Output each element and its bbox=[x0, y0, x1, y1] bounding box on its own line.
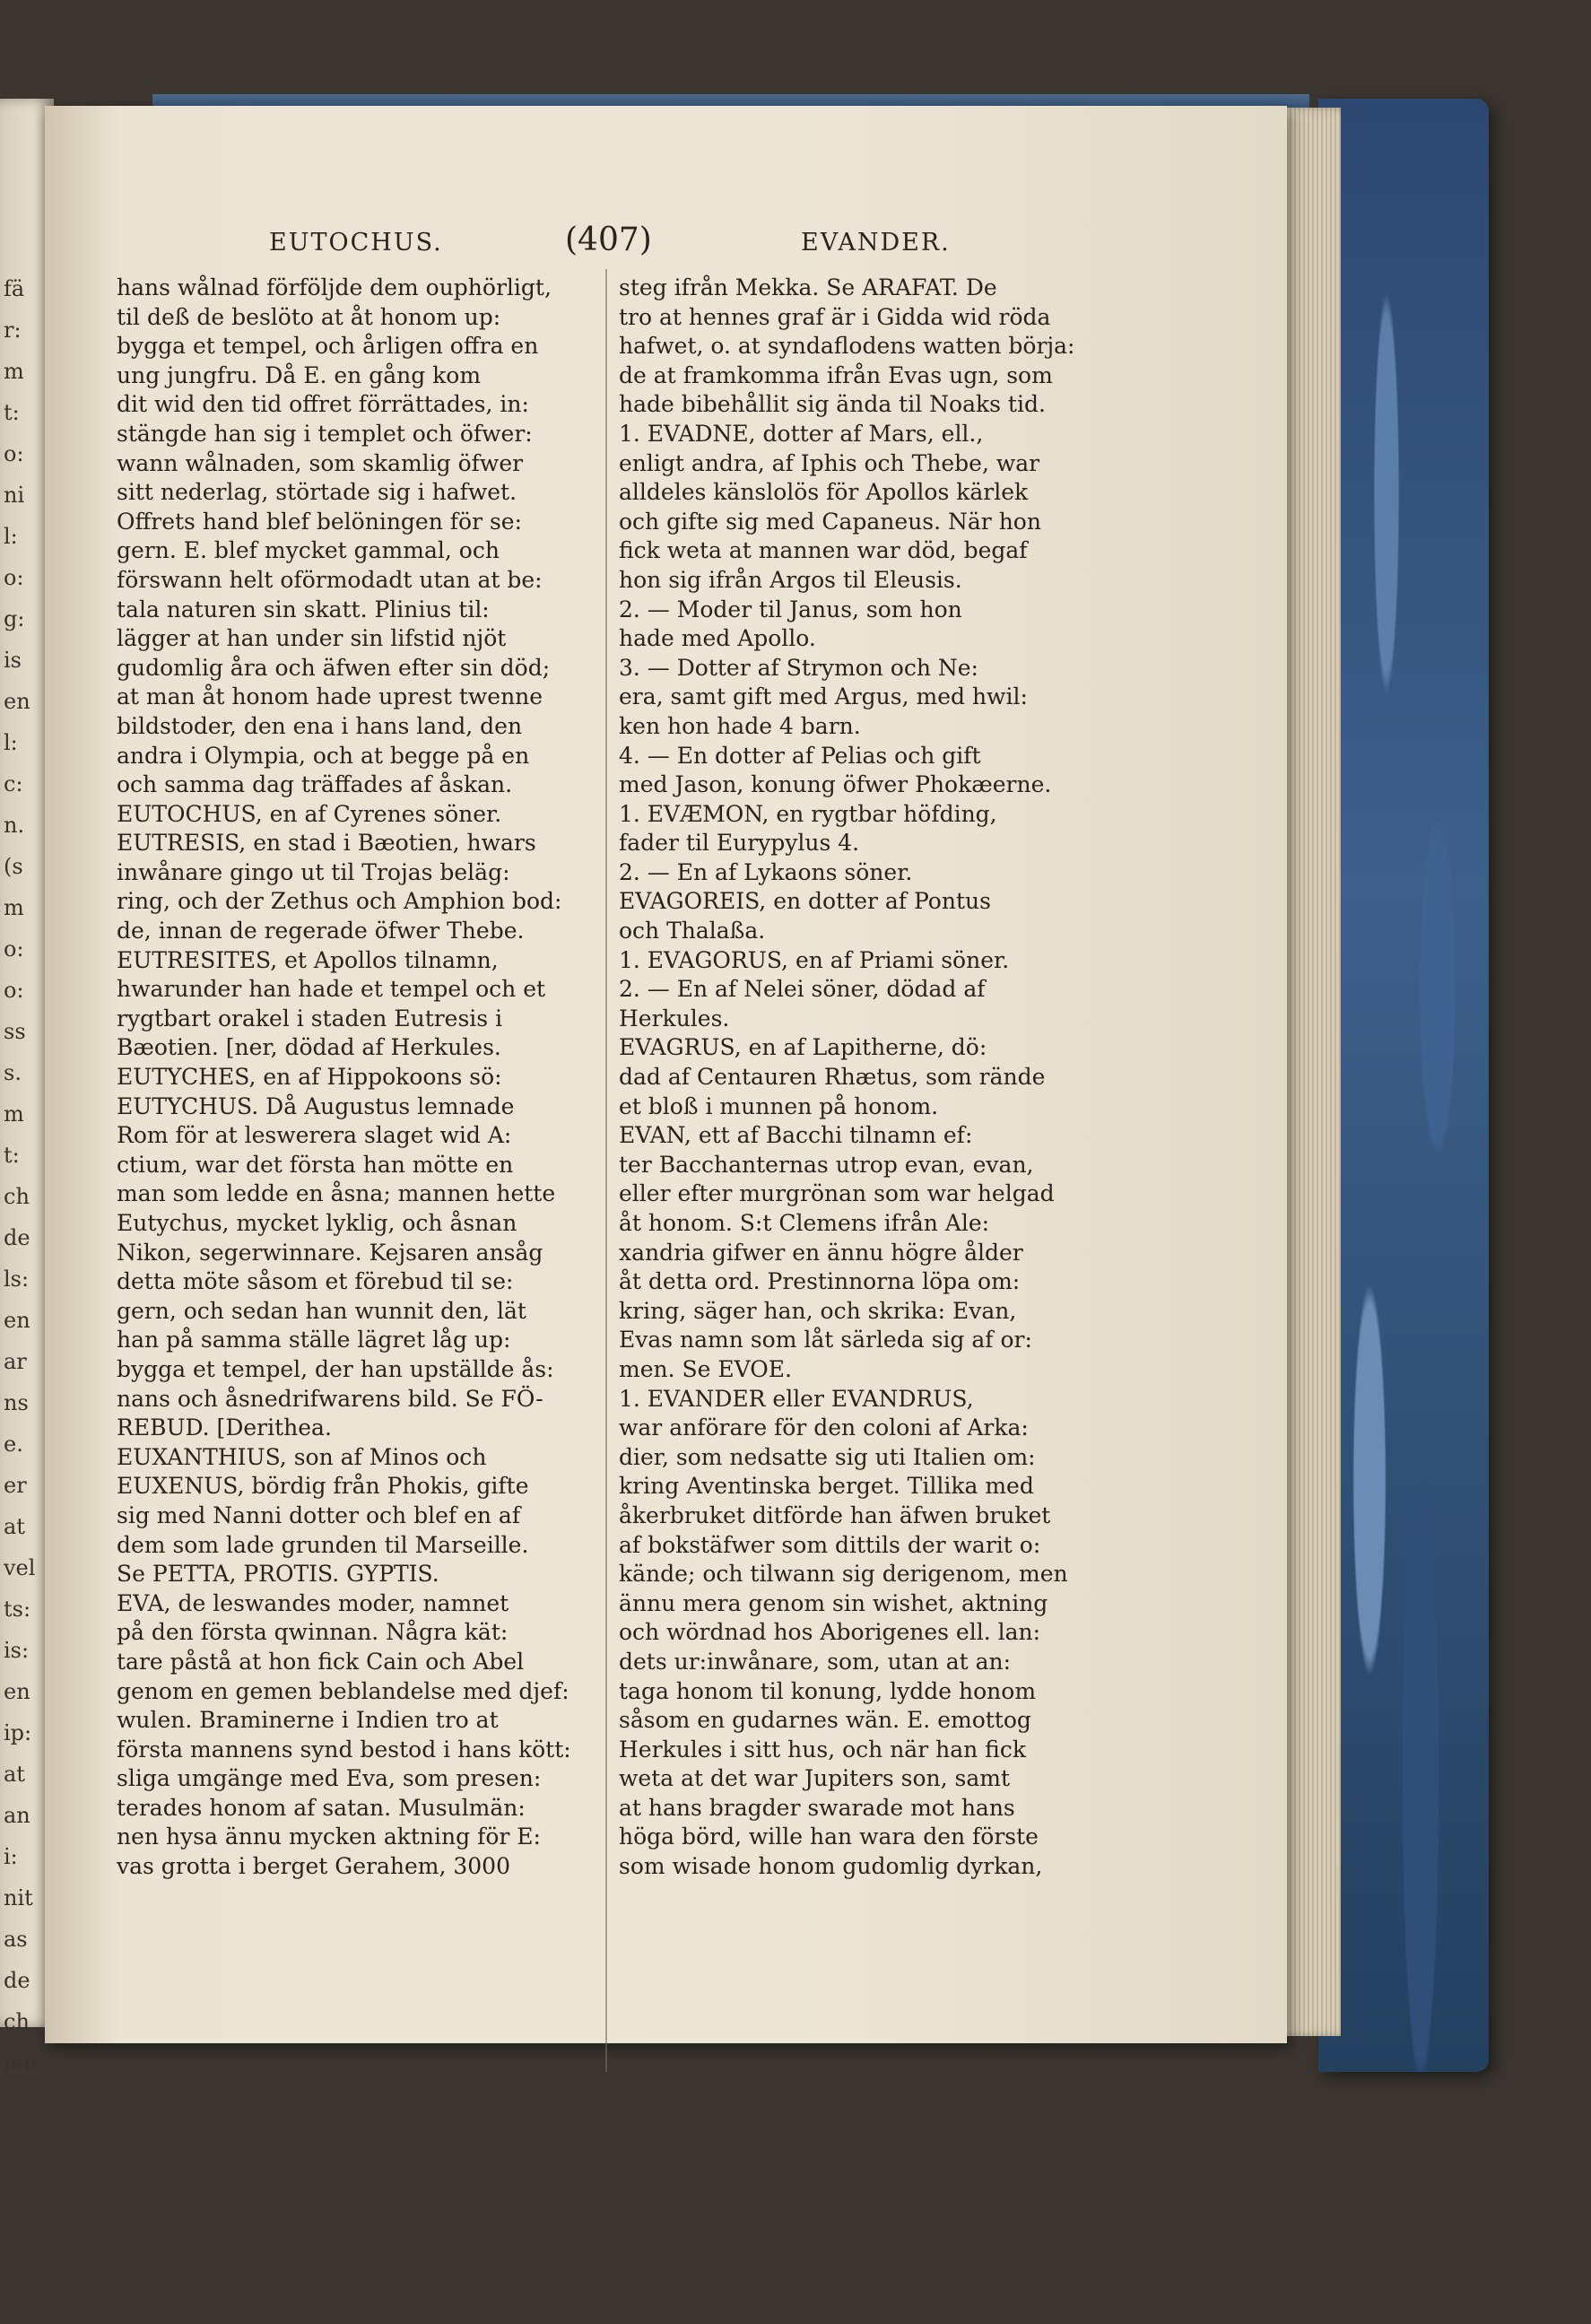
left-page-fragment: c: bbox=[4, 771, 23, 796]
left-page-fragment: ar bbox=[4, 1349, 27, 1374]
left-page-fragment: e. bbox=[4, 1432, 23, 1457]
text-line: som wisade honom gudomlig dyrkan, bbox=[619, 1853, 1043, 1880]
left-page-fragment: vel bbox=[4, 1555, 36, 1580]
text-line: dier, som nedsatte sig uti Italien om: bbox=[619, 1443, 1036, 1470]
text-line: EUTYCHES, en af Hippokoons sö: bbox=[117, 1064, 502, 1091]
text-line: 4. — En dotter af Pelias och gift bbox=[619, 742, 981, 769]
text-line: at man åt honom hade uprest twenne bbox=[117, 683, 543, 710]
text-line: xandria gifwer en ännu högre ålder bbox=[619, 1239, 1023, 1266]
text-line: weta at det war Jupiters son, samt bbox=[619, 1765, 1011, 1792]
text-line: Evas namn som låt särleda sig af or: bbox=[619, 1327, 1032, 1353]
text-line: man som ledde en åsna; mannen hette bbox=[117, 1180, 556, 1207]
text-line: Nikon, segerwinnare. Kejsaren ansåg bbox=[117, 1239, 543, 1266]
text-line: kring Aventinska berget. Tillika med bbox=[619, 1473, 1034, 1500]
text-line: tare påstå at hon fick Cain och Abel bbox=[117, 1648, 525, 1675]
marbled-cover bbox=[1318, 99, 1489, 2072]
text-line: EUXENUS, bördig från Phokis, gifte bbox=[117, 1473, 529, 1500]
left-page-fragment: as bbox=[4, 1927, 28, 1952]
text-line: med Jason, konung öfwer Phokæerne. bbox=[619, 771, 1052, 798]
text-line: af bokstäfwer som dittils der warit o: bbox=[619, 1531, 1041, 1558]
left-page-fragment: n. bbox=[4, 813, 25, 838]
left-page-fragment: is bbox=[4, 648, 22, 673]
left-page-fragment: o: bbox=[4, 936, 24, 962]
text-line: EUTRESITES, et Apollos tilnamn, bbox=[117, 946, 499, 973]
text-line: sliga umgänge med Eva, som presen: bbox=[117, 1765, 542, 1792]
text-line: rygtbart orakel i staden Eutresis i bbox=[117, 1005, 503, 1031]
text-line: til deß de beslöto at åt honom up: bbox=[117, 303, 501, 330]
text-line: gern, och sedan han wunnit den, lät bbox=[117, 1297, 526, 1324]
left-page-fragment: m bbox=[4, 359, 24, 384]
left-page-fragment: at bbox=[4, 1514, 25, 1539]
text-line: Rom för at leswerera slaget wid A: bbox=[117, 1122, 512, 1149]
text-line: han på samma ställe lägret låg up: bbox=[117, 1327, 511, 1353]
left-page-fragment: o: bbox=[4, 565, 24, 590]
text-line: men. Se EVOE. bbox=[619, 1355, 792, 1382]
left-page-fragment: nit bbox=[4, 1885, 33, 1911]
text-line: nans och åsnedrifwarens bild. Se FÖ- bbox=[117, 1385, 543, 1412]
text-line: gudomlig åra och äfwen efter sin död; bbox=[117, 654, 551, 681]
text-line: de at framkomma ifrån Evas ugn, som bbox=[619, 361, 1053, 388]
text-line: åkerbruket ditförde han äfwen bruket bbox=[619, 1501, 1051, 1528]
left-page-fragment: o: bbox=[4, 441, 24, 466]
left-page-fragment: ien bbox=[4, 2050, 38, 2076]
text-line: åt honom. S:t Clemens ifrån Ale: bbox=[619, 1210, 990, 1236]
text-line: 2. — En af Nelei söner, dödad af bbox=[619, 976, 986, 1003]
left-page-fragment: l: bbox=[4, 524, 18, 549]
left-page-fragment: en bbox=[4, 1679, 30, 1704]
left-page-fragment: i: bbox=[4, 1844, 18, 1869]
text-line: EVA, de leswandes moder, namnet bbox=[117, 1589, 509, 1616]
left-page-fragment: l: bbox=[4, 730, 18, 755]
text-line: dets ur:inwånare, som, utan at an: bbox=[619, 1648, 1012, 1675]
text-line: sig med Nanni dotter och blef en af bbox=[117, 1501, 521, 1528]
left-page-fragment: ni bbox=[4, 483, 25, 508]
text-line: sitt nederlag, störtade sig i hafwet. bbox=[117, 479, 517, 506]
left-page-fragment: o: bbox=[4, 978, 24, 1003]
text-line: REBUD. [Derithea. bbox=[117, 1414, 332, 1441]
text-line: Offrets hand blef belöningen för se: bbox=[117, 508, 523, 535]
text-line: EUTRESIS, en stad i Bæotien, hwars bbox=[117, 830, 536, 857]
text-line: 1. EVAGORUS, en af Priami söner. bbox=[619, 946, 1010, 973]
left-page-fragment: t: bbox=[4, 400, 20, 425]
text-line: och samma dag träffades af åskan. bbox=[117, 771, 513, 798]
text-line: såsom en gudarnes wän. E. emottog bbox=[619, 1707, 1031, 1734]
text-line: ken hon hade 4 barn. bbox=[619, 712, 861, 739]
text-line: hans wålnad förföljde dem ouphörligt, bbox=[117, 274, 552, 300]
text-line: fader til Eurypylus 4. bbox=[619, 830, 860, 857]
text-line: nen hysa ännu mycken aktning för E: bbox=[117, 1824, 541, 1850]
left-page-fragment: at bbox=[4, 1762, 25, 1787]
text-line: på den första qwinnan. Några kät: bbox=[117, 1619, 509, 1646]
text-line: de, innan de regerade öfwer Thebe. bbox=[117, 918, 525, 944]
left-page-fragment: ns bbox=[4, 1390, 29, 1415]
text-line: wulen. Braminerne i Indien tro at bbox=[117, 1707, 499, 1734]
left-page-fragment: r: bbox=[4, 318, 22, 343]
text-line: eller efter murgrönan som war helgad bbox=[619, 1180, 1055, 1207]
text-line: och Thalaßa. bbox=[619, 918, 766, 944]
text-line: bygga et tempel, der han upställde ås: bbox=[117, 1355, 554, 1382]
text-line: tala naturen sin skatt. Plinius til: bbox=[117, 596, 490, 622]
text-line: stängde han sig i templet och öfwer: bbox=[117, 420, 533, 447]
column-divider bbox=[605, 269, 607, 2072]
text-line: Eutychus, mycket lyklig, och åsnan bbox=[117, 1210, 517, 1236]
text-line: alldeles känslolös för Apollos kärlek bbox=[619, 479, 1029, 506]
text-line: tro at hennes graf är i Gidda wid röda bbox=[619, 303, 1051, 330]
text-line: wann wålnaden, som skamlig öfwer bbox=[117, 449, 524, 476]
text-line: ring, och der Zethus och Amphion bod: bbox=[117, 888, 562, 915]
text-line: åt detta ord. Prestinnorna löpa om: bbox=[619, 1268, 1021, 1295]
text-line: enligt andra, af Iphis och Thebe, war bbox=[619, 449, 1040, 476]
left-page-fragment: ch bbox=[4, 2009, 30, 2034]
left-page-fragment: de bbox=[4, 1225, 30, 1250]
text-line: fick weta at mannen war död, begaf bbox=[619, 537, 1028, 564]
left-page-fragment: is: bbox=[4, 1638, 30, 1663]
left-page-fragment: ch bbox=[4, 1184, 30, 1209]
left-page-fragment: en bbox=[4, 1308, 30, 1333]
text-line: ctium, war det första han mötte en bbox=[117, 1151, 514, 1178]
text-line: at hans bragder swarade mot hans bbox=[619, 1794, 1015, 1821]
text-line: 3. — Dotter af Strymon och Ne: bbox=[619, 654, 978, 681]
text-line: ännu mera genom sin wishet, aktning bbox=[619, 1589, 1048, 1616]
text-line: höga börd, wille han wara den förste bbox=[619, 1824, 1039, 1850]
text-line: EUXANTHIUS, son af Minos och bbox=[117, 1443, 487, 1470]
text-line: inwånare gingo ut til Trojas beläg: bbox=[117, 858, 510, 885]
left-page-fragment: ss bbox=[4, 1019, 26, 1044]
text-line: war anförare för den coloni af Arka: bbox=[619, 1414, 1029, 1441]
left-page-fragment: de bbox=[4, 1968, 30, 1993]
text-line: hwarunder han hade et tempel och et bbox=[117, 976, 546, 1003]
left-page-fragment: (s bbox=[4, 854, 23, 879]
left-page-fragment: an bbox=[4, 1803, 30, 1828]
text-line: dit wid den tid offret förrättades, in: bbox=[117, 391, 529, 418]
right-column bbox=[619, 274, 1108, 1882]
text-line: taga honom til konung, lydde honom bbox=[619, 1677, 1037, 1704]
text-line: hade bibehållit sig ända til Noaks tid. bbox=[619, 391, 1046, 418]
text-line: ung jungfru. Då E. en gång kom bbox=[117, 361, 482, 388]
text-line: ter Bacchanternas utrop evan, evan, bbox=[619, 1151, 1034, 1178]
left-page-fragment: en bbox=[4, 689, 30, 714]
text-line: 1. EVÆMON, en rygtbar höfding, bbox=[619, 800, 997, 827]
page-number: (407) bbox=[565, 222, 652, 258]
text-line: Se PETTA, PROTIS. GYPTIS. bbox=[117, 1561, 439, 1588]
left-page-fragment: er bbox=[4, 1473, 27, 1498]
text-line: vas grotta i berget Gerahem, 3000 bbox=[117, 1853, 510, 1880]
text-line: steg ifrån Mekka. Se ARAFAT. De bbox=[619, 274, 997, 300]
left-page-fragment: t: bbox=[4, 1143, 20, 1168]
text-line: Herkules i sitt hus, och när han fick bbox=[619, 1736, 1026, 1763]
running-head-left: EUTOCHUS. bbox=[269, 229, 443, 257]
text-line: era, samt gift med Argus, med hwil: bbox=[619, 683, 1028, 710]
text-line: 2. — Moder til Janus, som hon bbox=[619, 596, 962, 622]
text-line: EUTYCHUS. Då Augustus lemnade bbox=[117, 1092, 515, 1119]
text-line: bildstoder, den ena i hans land, den bbox=[117, 712, 523, 739]
text-line: förswann helt oförmodadt utan at be: bbox=[117, 566, 543, 593]
text-line: kring, säger han, och skrika: Evan, bbox=[619, 1297, 1017, 1324]
text-line: Herkules. bbox=[619, 1005, 730, 1031]
left-page-fragment: g: bbox=[4, 606, 25, 631]
left-page-fragment: m bbox=[4, 895, 24, 920]
left-page-fragment: s. bbox=[4, 1060, 22, 1085]
text-line: dem som lade grunden til Marseille. bbox=[117, 1531, 529, 1558]
text-line: hade med Apollo. bbox=[619, 625, 816, 652]
text-line: 1. EVADNE, dotter af Mars, ell., bbox=[619, 420, 984, 447]
left-page-fragment: m bbox=[4, 1101, 24, 1127]
text-line: dad af Centauren Rhætus, som rände bbox=[619, 1064, 1046, 1091]
text-line: lägger at han under sin lifstid njöt bbox=[117, 625, 507, 652]
left-page-fragment: ls: bbox=[4, 1266, 30, 1292]
left-page-fragment: ip: bbox=[4, 1720, 32, 1745]
text-line: terades honom af satan. Musulmän: bbox=[117, 1794, 526, 1821]
text-line: kände; och tilwann sig derigenom, men bbox=[619, 1561, 1068, 1588]
text-line: EVAN, ett af Bacchi tilnamn ef: bbox=[619, 1122, 973, 1149]
text-line: Bæotien. [ner, dödad af Herkules. bbox=[117, 1034, 501, 1061]
text-line: detta möte såsom et förebud til se: bbox=[117, 1268, 514, 1295]
left-column bbox=[117, 274, 605, 1882]
text-line: 1. EVANDER eller EVANDRUS, bbox=[619, 1385, 974, 1412]
text-line: EVAGRUS, en af Lapitherne, dö: bbox=[619, 1034, 987, 1061]
left-page-fragment: fä bbox=[4, 276, 25, 301]
text-line: och wördnad hos Aborigenes ell. lan: bbox=[619, 1619, 1041, 1646]
page-edges bbox=[1278, 108, 1341, 2036]
text-line: EUTOCHUS, en af Cyrenes söner. bbox=[117, 800, 502, 827]
text-line: och gifte sig med Capaneus. När hon bbox=[619, 508, 1041, 535]
text-line: genom en gemen beblandelse med djef: bbox=[117, 1677, 569, 1704]
running-head bbox=[0, 222, 1591, 265]
text-line: andra i Olympia, och at begge på en bbox=[117, 742, 530, 769]
text-line: EVAGOREIS, en dotter af Pontus bbox=[619, 888, 991, 915]
text-line: hon sig ifrån Argos til Eleusis. bbox=[619, 566, 962, 593]
running-head-right: EVANDER. bbox=[801, 229, 951, 257]
text-line: gern. E. blef mycket gammal, och bbox=[117, 537, 500, 564]
text-line: et bloß i munnen på honom. bbox=[619, 1092, 939, 1119]
text-line: hafwet, o. at syndaflodens watten börja: bbox=[619, 333, 1075, 360]
left-page-fragment: ts: bbox=[4, 1597, 31, 1622]
text-line: första mannens synd bestod i hans kött: bbox=[117, 1736, 571, 1763]
text-line: 2. — En af Lykaons söner. bbox=[619, 858, 913, 885]
text-line: bygga et tempel, och årligen offra en bbox=[117, 333, 539, 360]
